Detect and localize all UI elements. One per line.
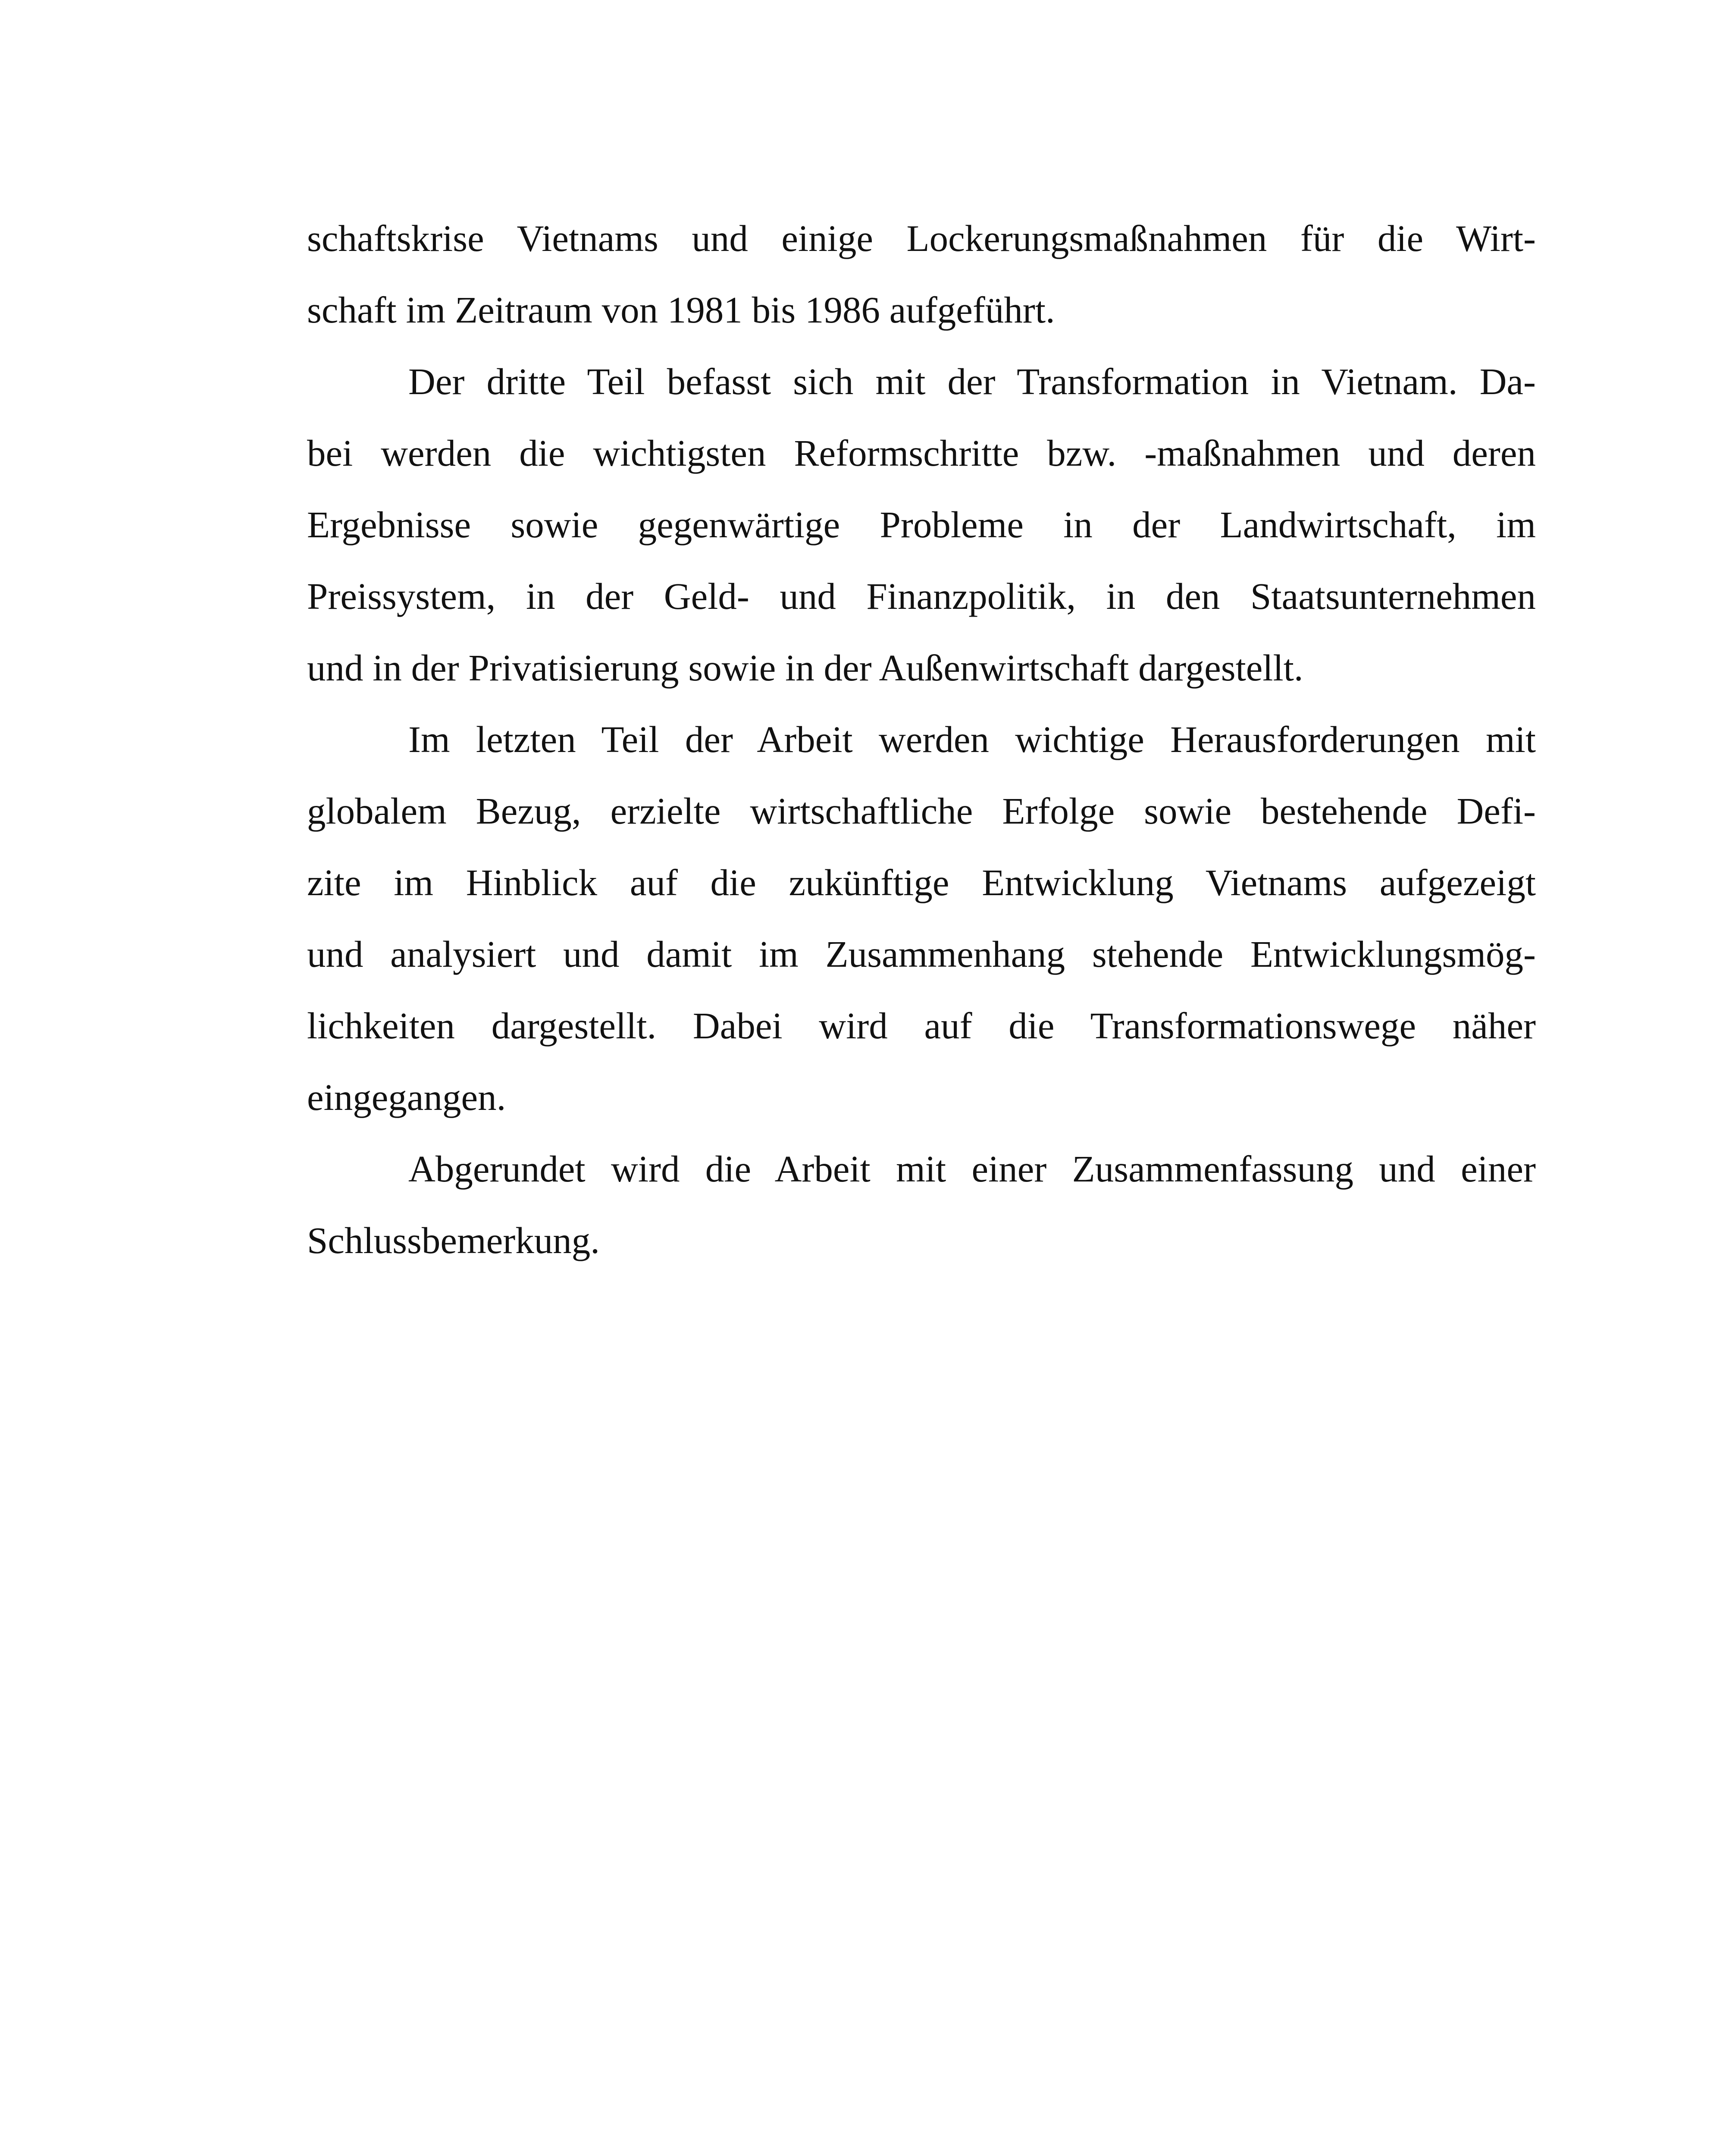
text-line: bei werden die wichtigsten Reformschritte bzw. -maßnahmen und deren	[307, 432, 1536, 474]
text-line: Preissystem, in der Geld- und Finanzpolitik, in den Staatsunternehmen	[307, 575, 1536, 617]
text-line: schaft im Zeitraum von 1981 bis 1986 aufgeführt.	[307, 289, 1055, 331]
text-line: lichkeiten dargestellt. Dabei wird auf die Transformationswege näher	[307, 1005, 1536, 1047]
text-line: zite im Hinblick auf die zukünftige Entwicklung Vietnams aufgezeigt	[307, 862, 1536, 903]
text-line: eingegangen.	[307, 1076, 506, 1118]
paragraph	[307, 1133, 1536, 1276]
body-text	[307, 203, 1536, 1276]
text-line: und in der Privatisierung sowie in der Außenwirtschaft dargestellt.	[307, 647, 1303, 689]
paragraph	[307, 203, 1536, 346]
text-line: schaftskrise Vietnams und einige Lockerungsmaßnahmen für die Wirt-	[307, 217, 1536, 259]
text-line: Ergebnisse sowie gegenwärtige Probleme in der Landwirtschaft, im	[307, 504, 1536, 545]
text-line: Abgerundet wird die Arbeit mit einer Zusammenfassung und einer	[408, 1148, 1536, 1190]
text-line: und analysiert und damit im Zusammenhang stehende Entwicklungsmög-	[307, 933, 1536, 975]
text-line: Der dritte Teil befasst sich mit der Transformation in Vietnam. Da-	[408, 360, 1536, 402]
text-line: Schlussbemerkung.	[307, 1219, 600, 1261]
paragraph	[307, 704, 1536, 1133]
text-line: globalem Bezug, erzielte wirtschaftliche Erfolge sowie bestehende Defi-	[307, 790, 1536, 832]
text-line: Im letzten Teil der Arbeit werden wichtige Herausforderungen mit	[408, 718, 1536, 760]
paragraph	[307, 346, 1536, 704]
